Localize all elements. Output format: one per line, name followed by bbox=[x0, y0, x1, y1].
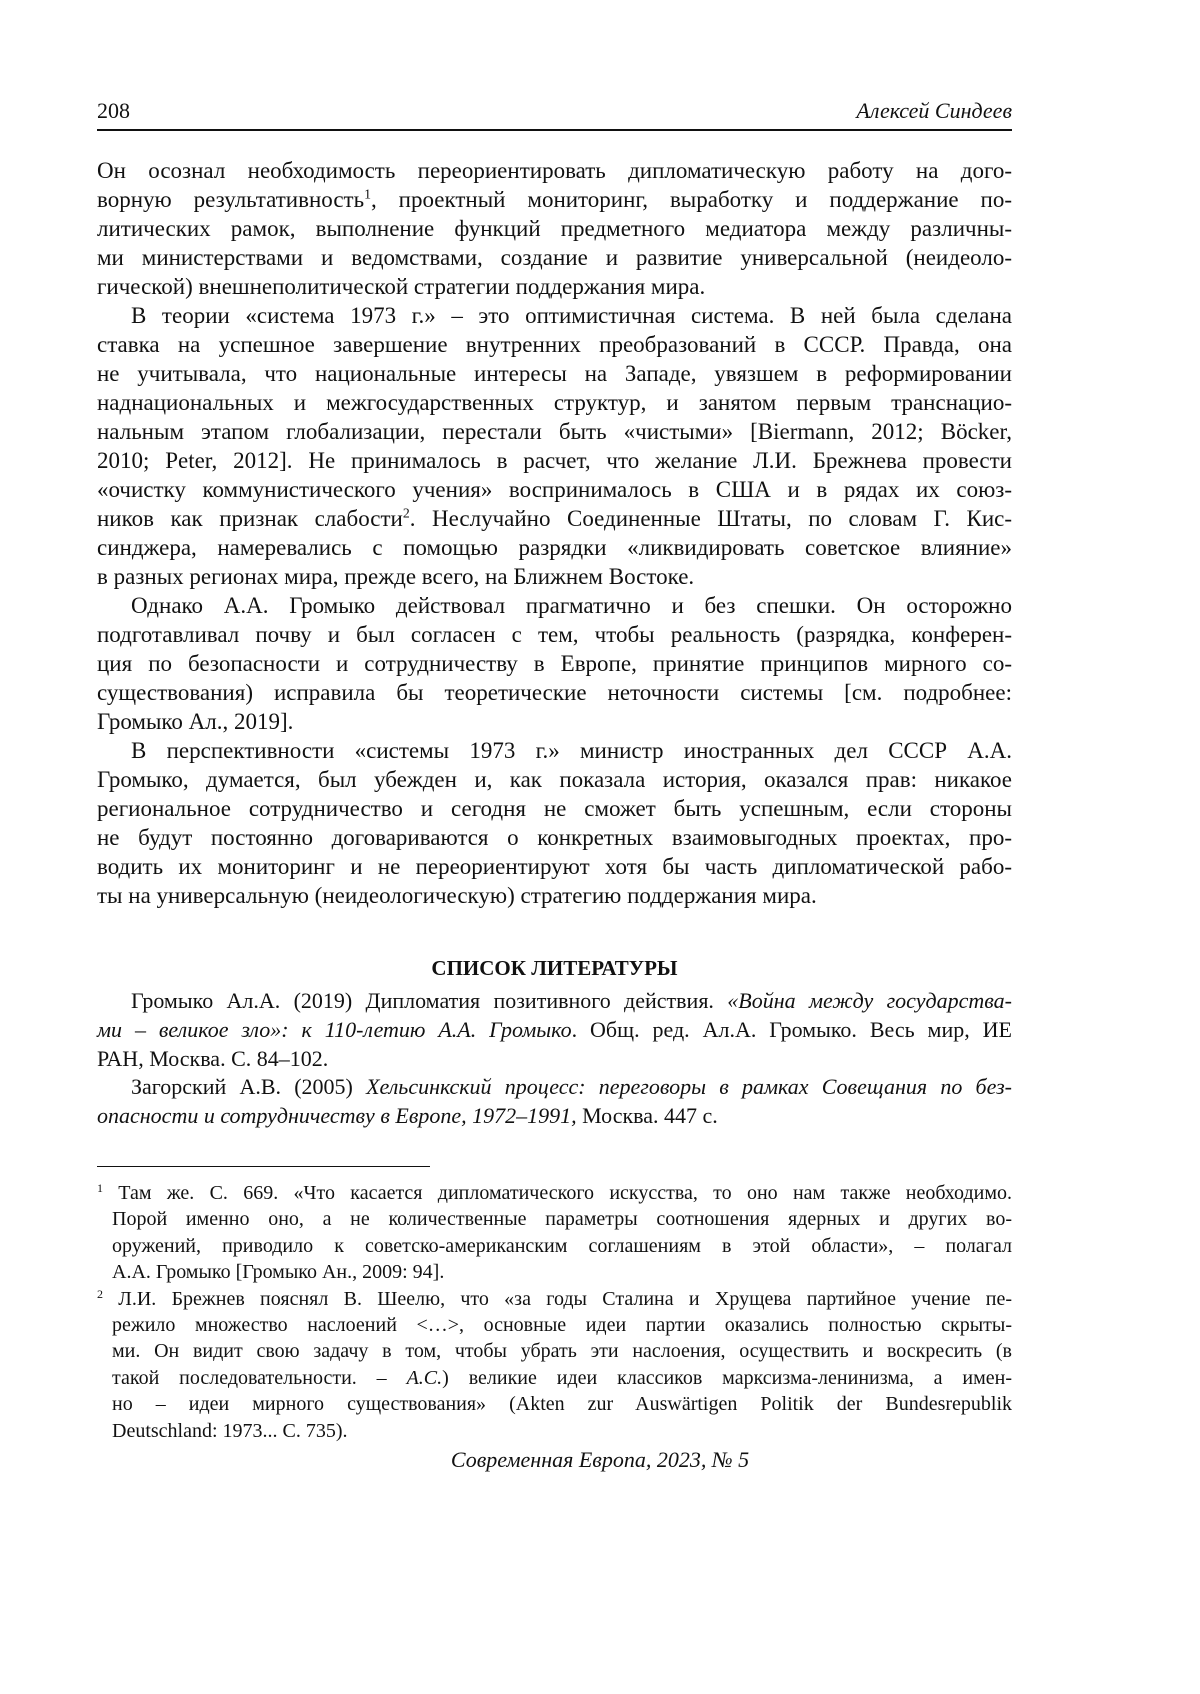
text-line bbox=[97, 649, 1012, 678]
text-segment: В перспективности «системы 1973 г.» министр иностранных дел СССР А.А. bbox=[131, 738, 1012, 763]
text-line bbox=[97, 1073, 1012, 1102]
text-segment: синджера, намеревались с помощью разрядки «ликвидировать советское влияние» bbox=[97, 535, 1012, 560]
text-line bbox=[97, 1365, 1012, 1391]
text-line bbox=[97, 1045, 1012, 1074]
text-segment: ворную результативность bbox=[97, 187, 365, 212]
header-rule bbox=[97, 129, 1012, 131]
paragraph bbox=[97, 736, 1012, 910]
footnote-separator bbox=[97, 1166, 430, 1167]
text-line bbox=[97, 1418, 1012, 1444]
text-line bbox=[97, 707, 1012, 736]
text-line bbox=[97, 330, 1012, 359]
text-segment: В теории «система 1973 г.» – это оптимистичная система. В ней была сделана bbox=[131, 303, 1012, 328]
running-header-author: Алексей Синдеев bbox=[856, 98, 1012, 123]
text-line bbox=[97, 156, 1012, 185]
text-segment: ) великие идеи классиков марксизма-ленинизма, а имен- bbox=[442, 1366, 1012, 1389]
text-segment: в разных регионах мира, прежде всего, на Ближнем Востоке. bbox=[97, 564, 695, 589]
text-line bbox=[97, 1312, 1012, 1338]
italic-text: А.С. bbox=[406, 1366, 443, 1389]
text-segment: литических рамок, выполнение функций предметного медиатора между различны- bbox=[97, 216, 1012, 241]
text-segment: Громыко, думается, был убежден и, как показала история, оказался прав: никакое bbox=[97, 767, 1012, 792]
text-segment: нальным этапом глобализации, перестали быть «чистыми» [Biermann, 2012; Böcker, bbox=[97, 419, 1012, 444]
text-line bbox=[97, 736, 1012, 765]
journal-footer: Современная Европа, 2023, № 5 bbox=[450, 1447, 750, 1472]
text-segment: водить их мониторинг и не переориентируют хотя бы часть дипломатической рабо- bbox=[97, 854, 1012, 879]
text-segment: не учитывала, что национальные интересы на Западе, увязшем в реформировании bbox=[97, 361, 1012, 386]
footnotes bbox=[97, 1180, 1012, 1444]
text-line bbox=[97, 562, 1012, 591]
text-segment: РАН, Москва. С. 84–102. bbox=[97, 1045, 329, 1071]
text-segment: региональное сотрудничество и сегодня не сможет быть успешным, если стороны bbox=[97, 796, 1012, 821]
text-line bbox=[97, 1102, 1012, 1131]
text-segment: Он осознал необходимость переориентировать дипломатическую работу на дого- bbox=[97, 158, 1012, 183]
text-segment: оружений, приводило к советско-американским соглашениям в этой области», – полагал bbox=[112, 1234, 1012, 1257]
text-segment: ставка на успешное завершение внутренних преобразований в СССР. Правда, она bbox=[97, 332, 1012, 357]
text-line bbox=[97, 214, 1012, 243]
text-line bbox=[97, 881, 1012, 910]
text-line bbox=[97, 301, 1012, 330]
text-line bbox=[97, 1259, 1012, 1285]
text-line bbox=[97, 504, 1012, 533]
text-line bbox=[97, 417, 1012, 446]
text-segment: Л.И. Брежнев пояснял В. Шеелю, что «за годы Сталина и Хрущева партийное учение пе- bbox=[103, 1287, 1012, 1310]
text-segment: Громыко Ал.А. (2019) Дипломатия позитивного действия. bbox=[131, 988, 728, 1013]
italic-text: опасности и сотрудничеству в Европе, 1972–1991, bbox=[97, 1103, 577, 1128]
footnote-marker: 1 bbox=[364, 186, 371, 202]
text-line bbox=[97, 678, 1012, 707]
text-line bbox=[97, 359, 1012, 388]
italic-text: Хельсинкский процесс: переговоры в рамках Совещания по без- bbox=[366, 1074, 1012, 1100]
text-line bbox=[97, 1016, 1012, 1045]
text-segment: . Общ. ред. Ал.А. Громыко. Весь мир, ИЕ bbox=[571, 1016, 1013, 1042]
text-line bbox=[97, 1206, 1012, 1232]
text-segment: подготавливал почву и был согласен с тем, чтобы реальность (разрядка, конферен- bbox=[97, 622, 1012, 647]
text-line bbox=[97, 446, 1012, 475]
reference-entry bbox=[97, 1073, 1012, 1131]
text-line bbox=[97, 243, 1012, 272]
text-line bbox=[97, 852, 1012, 881]
text-segment: Загорский А.В. (2005) bbox=[131, 1074, 367, 1100]
text-segment: Громыко Ал., 2019]. bbox=[97, 709, 294, 734]
text-segment: Москва. 447 с. bbox=[576, 1103, 718, 1128]
text-segment: А.А. Громыко [Громыко Ан., 2009: 94]. bbox=[112, 1261, 445, 1284]
footnote-marker: 2 bbox=[97, 1286, 103, 1301]
text-line bbox=[97, 533, 1012, 562]
text-line bbox=[97, 1233, 1012, 1259]
text-segment: , проектный мониторинг, выработку и поддержание по- bbox=[371, 187, 1012, 212]
text-line bbox=[97, 475, 1012, 504]
text-segment: гической) внешнеполитической стратегии поддержания мира. bbox=[97, 274, 706, 299]
text-segment: Однако А.А. Громыко действовал прагматично и без спешки. Он осторожно bbox=[131, 593, 1012, 618]
text-line bbox=[97, 1338, 1012, 1364]
text-line bbox=[97, 388, 1012, 417]
text-segment: ми министерствами и ведомствами, создание и развитие универсальной (неидеоло- bbox=[97, 245, 1012, 270]
text-line bbox=[97, 185, 1012, 214]
footnote bbox=[97, 1180, 1012, 1286]
text-line bbox=[97, 1286, 1012, 1312]
references-heading: СПИСОК ЛИТЕРАТУРЫ bbox=[431, 956, 678, 980]
text-line bbox=[97, 620, 1012, 649]
paragraph bbox=[97, 156, 1012, 301]
text-segment: «очистку коммунистического учения» воспринималось в США и в рядах их союз- bbox=[97, 477, 1012, 502]
text-segment: Там же. С. 669. «Что касается дипломатического искусства, то оно нам также необходимо. bbox=[103, 1182, 1012, 1204]
page-number: 208 bbox=[97, 98, 130, 123]
text-segment: ция по безопасности и сотрудничеству в Европе, принятие принципов мирного со- bbox=[97, 651, 1012, 676]
footnote-marker: 1 bbox=[97, 1180, 103, 1195]
footnote-marker: 2 bbox=[402, 505, 410, 521]
text-segment: ми. Он видит свою задачу в том, чтобы убрать эти наслоения, осуществить и воскресить (в bbox=[112, 1340, 1012, 1363]
text-line bbox=[97, 272, 1012, 301]
paragraph bbox=[97, 301, 1012, 591]
text-segment: не будут постоянно договариваются о конкретных взаимовыгодных проектах, про- bbox=[97, 825, 1012, 850]
text-segment: Deutschland: 1973... С. 735). bbox=[112, 1419, 348, 1442]
text-segment: ников как признак слабости bbox=[97, 506, 403, 531]
text-segment: режило множество наслоений <…>, основные идеи партии оказались полностью скрыты- bbox=[112, 1313, 1012, 1336]
text-segment: . Неслучайно Соединенные Штаты, по словам Г. Кис- bbox=[409, 506, 1013, 531]
text-line bbox=[97, 987, 1012, 1016]
reference-entry bbox=[97, 987, 1012, 1073]
text-segment: существования) исправила бы теоретические неточности системы [см. подробнее: bbox=[97, 680, 1012, 705]
text-segment: такой последовательности. – bbox=[112, 1366, 407, 1389]
references-list bbox=[97, 987, 1012, 1131]
text-segment: Порой именно оно, а не количественные параметры соотношения ядерных и других во- bbox=[112, 1208, 1012, 1231]
italic-text: ми – великое зло»: к 110-летию А.А. Громыко bbox=[97, 1016, 572, 1042]
text-line bbox=[97, 794, 1012, 823]
text-segment: ты на универсальную (неидеологическую) стратегию поддержания мира. bbox=[97, 883, 817, 908]
text-line bbox=[97, 591, 1012, 620]
text-segment: но – идеи мирного существования» (Akten zur Auswärtigen Politik der Bundesrepublik bbox=[112, 1393, 1012, 1416]
footnote bbox=[97, 1286, 1012, 1444]
text-line bbox=[97, 1391, 1012, 1417]
text-segment: 2010; Peter, 2012]. Не принималось в расчет, что желание Л.И. Брежнева провести bbox=[97, 448, 1012, 473]
text-segment: наднациональных и межгосударственных структур, и занятом первым транснацио- bbox=[97, 390, 1012, 415]
text-line bbox=[97, 1180, 1012, 1206]
text-line bbox=[97, 765, 1012, 794]
text-line bbox=[97, 823, 1012, 852]
paragraph bbox=[97, 591, 1012, 736]
body-text bbox=[97, 156, 1012, 910]
italic-text: «Война между государства- bbox=[727, 988, 1012, 1013]
